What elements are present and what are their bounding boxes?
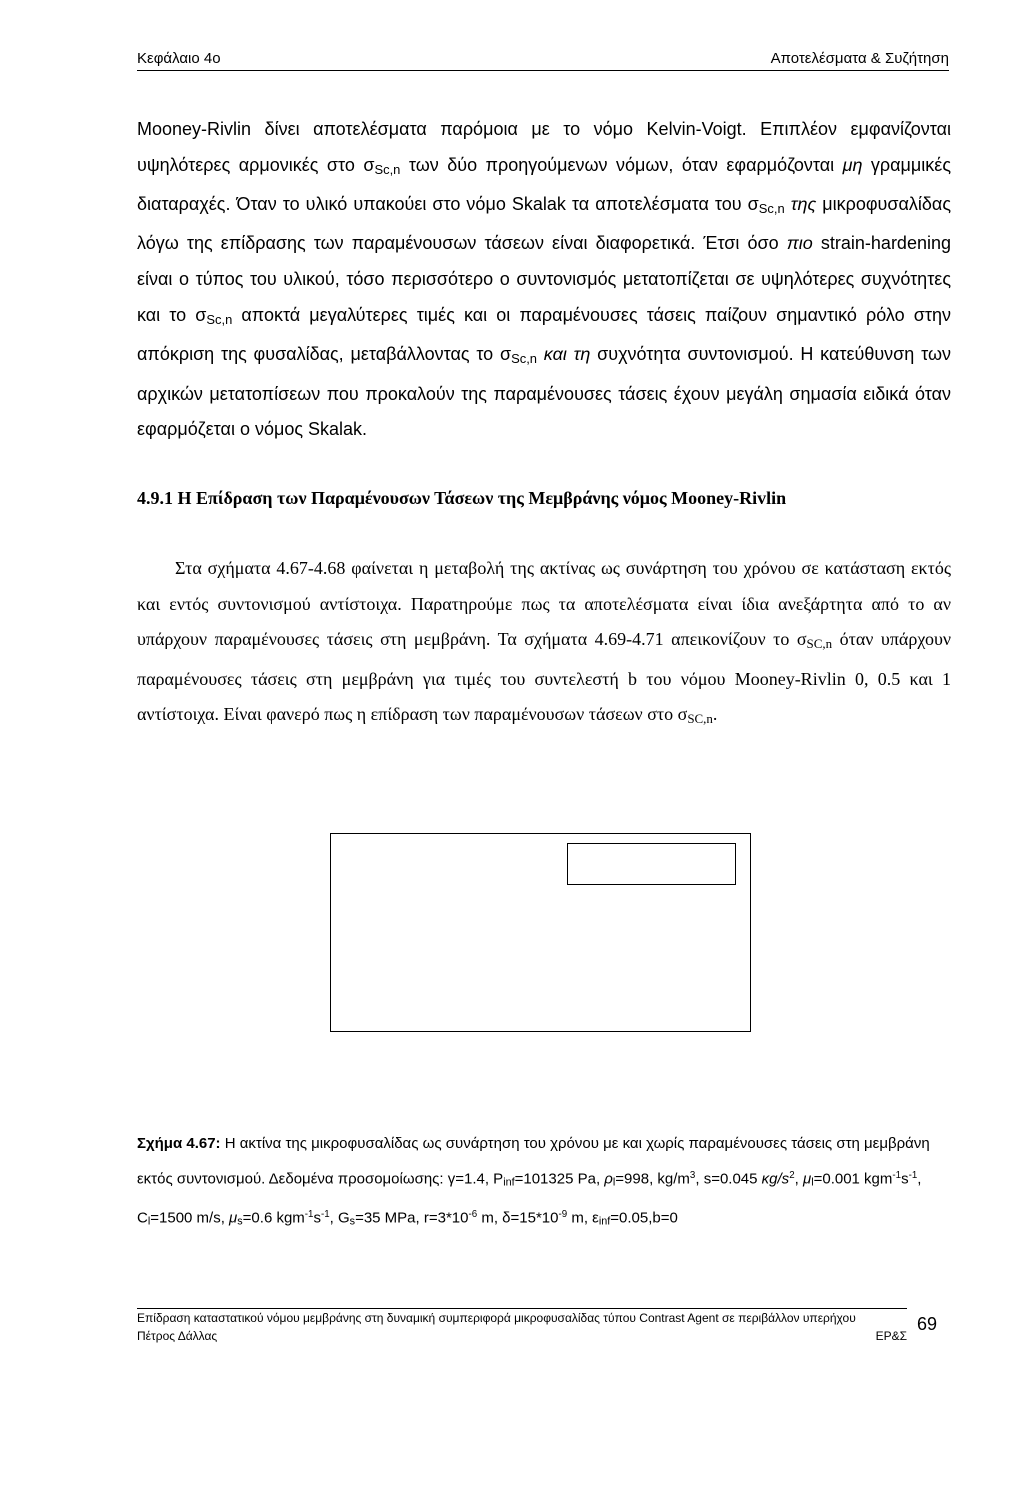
figure-placeholder xyxy=(330,833,751,1032)
section-heading: 4.9.1 Η Επίδραση των Παραμένουσων Τάσεων της Μεμβράνης νόμος Mooney-Rivlin xyxy=(137,488,787,508)
page-number: 69 xyxy=(917,1314,938,1334)
paragraph-1: Mooney-Rivlin δίνει αποτελέσματα παρόμοια με το νόμο Kelvin-Voigt. Επιπλέον εμφανίζονται υψηλότερες αρμονικές στο $\sigma_{Sc,n}$ των δύο προηγούμενων νόμων, όταν εφαρμόζονται μη γραμμικές διαταραχές. Όταν το υλικό υπακούει στο νόμο Skalak τα αποτελέσματα του $\sigma_{Sc,n}$ της μικροφυσαλίδας λόγω της επίδρασης των παραμένουσων τάσεων είναι διαφορετικά. Έτσι όσο πιο strain-hardening είναι ο τύπος του υλικού, τόσο περισσότερο ο συντονισμός μετατοπίζεται σε υψηλότερες συχνότητες και το $\sigma_{Sc,n}$ αποκτά μεγαλύτερες τιμές και οι παραμένουσες τάσεις παίζουν σημαντικό ρόλο στην απόκριση της φυσαλίδας, μεταβάλλοντας το $\sigma_{Sc,n}$ και τη συχνότητα συντονισμού. Η κατεύθυνση των αρχικών μετατοπίσεων που προκαλούν της παραμένουσες τάσεις έχουν μεγάλη σημασία ειδικά όταν εφαρμόζεται ο νόμος Skalak. xyxy=(137,119,951,440)
chapter-label: Κεφάλαιο 4ο xyxy=(137,50,221,67)
page-header xyxy=(137,50,949,71)
footer-author: Πέτρος Δάλλας xyxy=(137,1329,218,1343)
footer-rule xyxy=(137,1308,907,1309)
footer-meta xyxy=(137,1329,907,1343)
footer-title: Επίδραση καταστατικού νόμου μεμβράνης στη δυναμική συμπεριφορά μικροφυσαλίδας τύπου Contrast Agent σε περιβάλλον υπερήχου xyxy=(137,1311,856,1325)
footer-dept: ΕΡ&Σ xyxy=(875,1329,907,1343)
paragraph-2: Στα σχήματα 4.67-4.68 φαίνεται η μεταβολή της ακτίνας ως συνάρτηση του χρόνου σε κατάσταση εκτός και εντός συντονισμού αντίστοιχα. Παρατηρούμε πως τα αποτελέσματα είναι ίδια ανεξάρτητα από το αν υπάρχουν παραμένουσες τάσεις στη μεμβράνη. Τα σχήματα 4.69-4.71 απεικονίζουν το $\sigma_{SC,n}$ όταν υπάρχουν παραμένουσες τάσεις στη μεμβράνη για τιμές του συντελεστή b του νόμου Mooney-Rivlin 0, 0.5 και 1 αντίστοιχα. Είναι φανερό πως η επίδραση των παραμένουσων τάσεων στο $\sigma_{SC,n}$. xyxy=(137,558,951,727)
figure-caption: Σχήμα 4.67: Η ακτίνα της μικροφυσαλίδας ως συνάρτηση του χρόνου με και χωρίς παραμένουσες τάσεις στη μεμβράνη εκτός συντονισμού. Δεδομένα προσομοίωσης: γ=1.4, $P_{inf}=101325$ Pa, $\rho_l=998$, $kg/m^3$, s=0.045 $\kappa g/s^2$, $\mu_l=0.001$ $kgm^{-1}s^{-1}$, $C_l=1500$ m/s, $\mu_s=0.6$ $kgm^{-1}s^{-1}$, $G_s=35$ MPa, $r=3*10^{-6}$ m, $\delta=15*10^{-9}$ m, $\varepsilon_{inf}=0.05,b=0$ xyxy=(137,1135,930,1228)
section-label: Αποτελέσματα & Συζήτηση xyxy=(770,50,949,67)
figure-legend-box xyxy=(567,843,736,885)
